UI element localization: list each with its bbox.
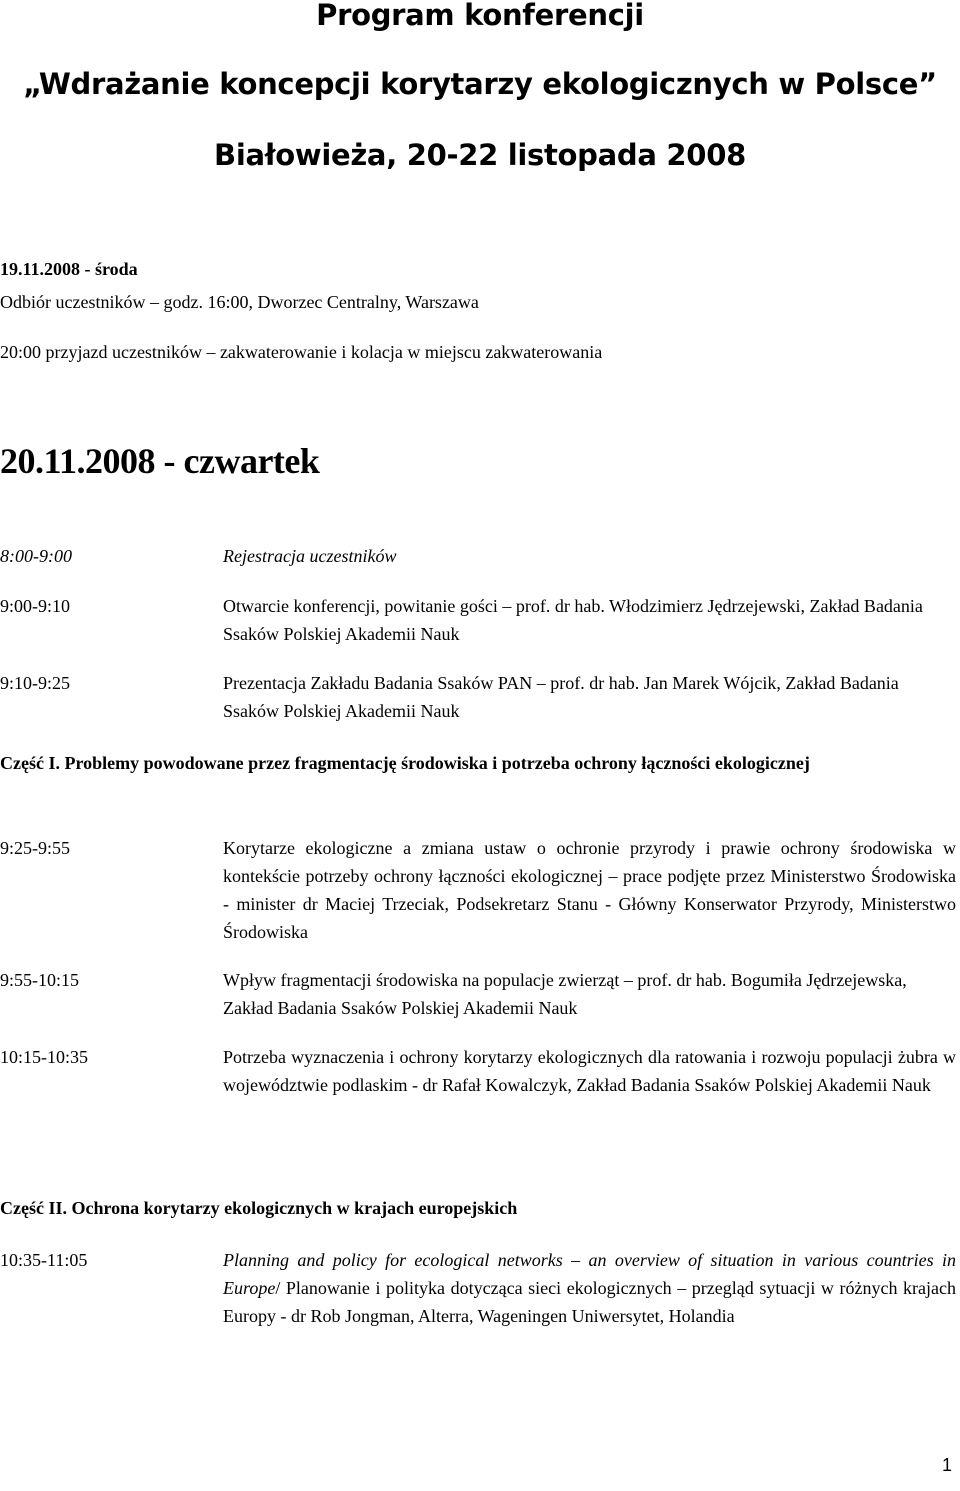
session-time: 8:00-9:00 [0, 546, 72, 566]
session-description: Potrzeba wyznaczenia i ochrony korytarzy ekologicznych dla ratowania i rozwoju populacji żubra w województwie podlaskim - dr Rafał Kowalczyk, Zakład Badania Ssaków Polskiej Akademii Nauk [223, 1047, 956, 1095]
session-time: 10:35-11:05 [0, 1250, 88, 1270]
session-description: Wpływ fragmentacji środowiska na populacje zwierząt – prof. dr hab. Bogumiła Jędrzejewska, Zakład Badania Ssaków Polskiej Akademii Nauk [223, 970, 907, 1018]
day1-title: 19.11.2008 - środa [0, 259, 138, 279]
part1-title: Problemy powodowane przez fragmentację środowiska i potrzeba ochrony łączności ekologicznej [64, 753, 810, 773]
conference-title: Program konferencji [316, 0, 644, 32]
session-time: 9:55-10:15 [0, 970, 79, 990]
day1-accommodation-line: 20:00 przyjazd uczestników – zakwaterowanie i kolacja w miejscu zakwaterowania [0, 342, 603, 362]
part1-label: Część I. [0, 753, 60, 773]
session-time: 9:00-9:10 [0, 596, 70, 616]
part2-label: Część II. [0, 1198, 67, 1218]
part2-heading [0, 1198, 517, 1219]
session-time: 9:25-9:55 [0, 838, 70, 858]
session-description [223, 1246, 956, 1330]
session-time: 10:15-10:35 [0, 1047, 88, 1067]
session-description: Rejestracja uczestników [223, 546, 397, 566]
session-time: 9:10-9:25 [0, 673, 70, 693]
day2-title: 20.11.2008 - czwartek [0, 441, 320, 481]
page-number: 1 [941, 1455, 952, 1475]
session-description: Prezentacja Zakładu Badania Ssaków PAN – prof. dr hab. Jan Marek Wójcik, Zakład Badania Ssaków Polskiej Akademii Nauk [223, 673, 899, 721]
conference-place-date: Białowieża, 20-22 listopada 2008 [214, 138, 746, 172]
session-description: Korytarze ekologiczne a zmiana ustaw o ochronie przyrody i prawie ochrony środowiska w kontekście potrzeby ochrony łączności ekologicznej – prace podjęte przez Ministerstwo Środowiska - minister dr Maciej Trzeciak, Podsekretarz Stanu - Główny Konserwator Przyrody, Ministerstwo Środowiska [223, 838, 956, 942]
conference-subtitle: „Wdrażanie koncepcji korytarzy ekologicznych w Polsce” [23, 67, 937, 101]
part1-heading [0, 753, 810, 774]
part2-title: Ochrona korytarzy ekologicznych w krajach europejskich [71, 1198, 518, 1218]
talk-title-english: Planning and policy for ecological networks – an overview of situation in various countries in Europe [223, 1250, 956, 1298]
talk-details: / Planowanie i polityka dotycząca sieci ekologicznych – przegląd sytuacji w różnych krajach Europy - dr Rob Jongman, Alterra, Wageningen Uniwersytet, Holandia [223, 1278, 956, 1326]
session-description: Otwarcie konferencji, powitanie gości – prof. dr hab. Włodzimierz Jędrzejewski, Zakład Badania Ssaków Polskiej Akademii Nauk [223, 596, 923, 644]
day1-arrival-line: Odbiór uczestników – godz. 16:00, Dworzec Centralny, Warszawa [0, 292, 479, 312]
